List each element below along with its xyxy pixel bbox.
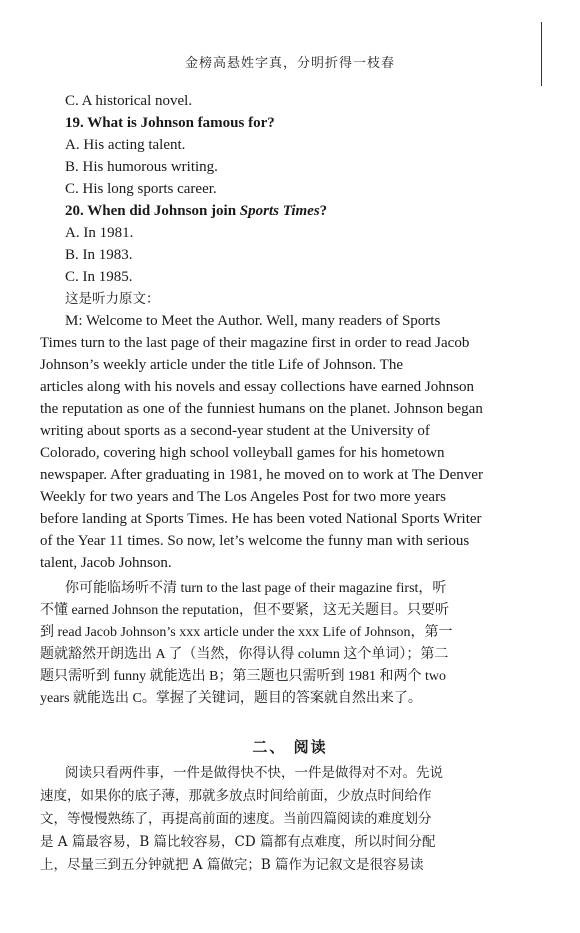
q20-question: [40, 200, 540, 222]
analysis-paragraph: [40, 578, 540, 710]
transcript-line: Times turn to the last page of their magazine first in order to read Jacob: [40, 335, 470, 351]
q20-option-a: A. In 1981.: [65, 225, 134, 241]
transcript-label: 这是听力原文：: [65, 291, 160, 307]
page-content: [40, 90, 540, 877]
transcript-passage: [40, 310, 540, 574]
reading-line: 是 A 篇最容易，B 篇比较容易，CD 篇都有点难度，所以时间分配: [40, 834, 436, 850]
q19-option-b: B. His humorous writing.: [65, 159, 218, 175]
transcript-line: Weekly for two years and The Los Angeles Post for two more years: [40, 489, 446, 505]
analysis-line: 你可能临场听不清 turn to the last page of their magazine first，听: [65, 581, 447, 596]
section-title: 二、 阅读: [252, 738, 328, 756]
analysis-line: 题就豁然开朗选出 A 了（当然，你得认得 column 这个单词）；第二: [40, 647, 449, 662]
reading-line: 上，尽量三到五分钟就把 A 篇做完；B 篇作为记叙文是很容易读: [40, 857, 424, 873]
q20-question-italic: Sports Times: [239, 203, 320, 219]
q20-option-c: C. In 1985.: [65, 269, 133, 285]
analysis-line: 到 read Jacob Johnson’s xxx article under the xxx Life of Johnson，第一: [40, 625, 453, 640]
transcript-line: Colorado, covering high school volleyball games for his hometown: [40, 445, 445, 461]
reading-line: 阅读只看两件事，一件是做得快不快，一件是做得对不对。先说: [65, 765, 443, 781]
reading-line: 文，等慢慢熟练了，再提高前面的速度。当前四篇阅读的难度划分: [40, 811, 432, 827]
analysis-line: 题只需听到 funny 就能选出 B；第三题也只需听到 1981 和两个 two: [40, 669, 446, 684]
transcript-line: articles along with his novels and essay collections have earned Johnson: [40, 379, 475, 395]
reading-paragraph: [40, 762, 540, 877]
transcript-line: the reputation as one of the funniest humans on the planet. Johnson began: [40, 401, 483, 417]
reading-line: 速度，如果你的底子薄，那就多放点时间给前面，少放点时间给作: [40, 788, 432, 804]
q19-question: 19. What is Johnson famous for?: [65, 115, 275, 131]
q19-option-a: A. His acting talent.: [65, 137, 186, 153]
transcript-line: newspaper. After graduating in 1981, he moved on to work at The Denver: [40, 467, 483, 483]
transcript-line: talent, Jacob Johnson.: [40, 555, 172, 571]
q19-option-c: C. His long sports career.: [65, 181, 217, 197]
transcript-line: writing about sports as a second-year student at the University of: [40, 423, 430, 439]
q20-option-b: B. In 1983.: [65, 247, 133, 263]
q20-question-suffix: ?: [319, 203, 328, 219]
transcript-line: M: Welcome to Meet the Author. Well, many readers of Sports: [65, 313, 441, 329]
q20-question-prefix: 20. When did Johnson join: [65, 203, 240, 219]
analysis-line: 不懂 earned Johnson the reputation，但不要紧，这无关题目。只要听: [40, 603, 450, 618]
page-header: 金榜高悬姓字真，分明折得一枝春: [184, 56, 395, 71]
q18-option-c: C. A historical novel.: [65, 93, 193, 109]
transcript-line: before landing at Sports Times. He has been voted National Sports Writer: [40, 511, 482, 527]
transcript-line: Johnson’s weekly article under the title Life of Johnson. The: [40, 357, 403, 373]
transcript-line: of the Year 11 times. So now, let’s welcome the funny man with serious: [40, 533, 470, 549]
analysis-line: years 就能选出 C。掌握了关键词，题目的答案就自然出来了。: [40, 691, 422, 706]
